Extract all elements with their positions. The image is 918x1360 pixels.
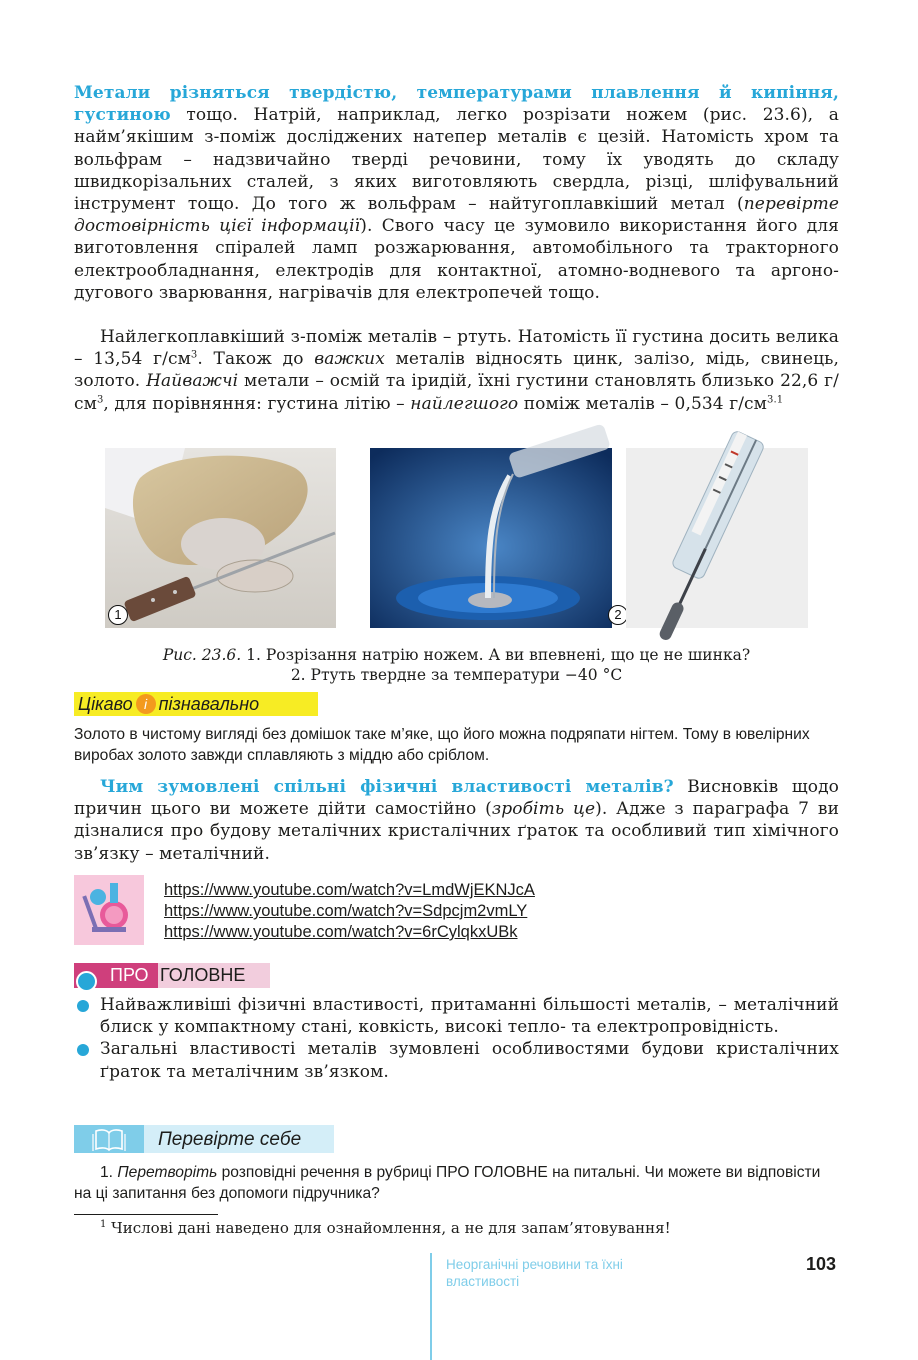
photo-thermometer: [626, 448, 808, 628]
book-icon: [74, 1125, 144, 1153]
interesting-facts-text: Золото в чистому вигляді без домішок таке м’яке, що його можна подряпати нігтем. Тому в ювелірних виробах золото завжди сплавляють з міддю або сріблом.: [74, 726, 810, 764]
photo-label-1: 1: [108, 605, 128, 625]
interesting-facts-heading: Цікаво і пізнавально: [74, 692, 318, 716]
summary-item: Загальні властивості металів зумовлені особливостями будови кристалічних ґраток та металічним зв’язком.: [74, 1038, 839, 1082]
video-link-2[interactable]: https://www.youtube.com/watch?v=Sdpcjm2vmLY: [164, 902, 528, 920]
photo-mercury-pouring: [370, 448, 622, 628]
lab-flask-icon: [74, 875, 144, 945]
paragraph-common-properties: Чим зумовлені спільні фізичні властивості металів? Висновків щодо причин цього ви можете дійти самостійно (зробіть це). Адже з параграфа 7 ви дізналися про будову металічних кристалічних ґраток та особливий тип хімічного зв’язку – металічний.: [74, 777, 839, 864]
footnote-rule: [74, 1214, 218, 1215]
footnote: $^1$ Числові дані наведено для ознайомлення, а не для запам’ятовування!: [100, 1219, 671, 1237]
figure-caption: Рис. 23.6. 1. Розрізання натрію ножем. А ви впевнені, що це не шинка? 2. Ртуть твердне за температури −40 °C: [162, 646, 751, 684]
video-link-3[interactable]: https://www.youtube.com/watch?v=6rCylqkxUBk: [164, 923, 518, 941]
footnote-ref: 3: [766, 393, 774, 405]
summary-list: [74, 994, 839, 1083]
self-check-heading: Перевірте себе: [74, 1125, 334, 1153]
bullet-dot-icon: [77, 1044, 89, 1056]
highlighted-question: Чим зумовлені спільні фізичні властивості металів?: [100, 777, 674, 797]
paragraph-metals-hardness: Метали різняться твердістю, температурами плавлення й кипіння, густиною тощо. Натрій, наприклад, легко розрізати ножем (рис. 23.6), а найм’якішим з-поміж досліджених натепер металів є цезій. Натомість хром та вольфрам – надзвичайно тверді речовини, тому їх уводять до складу швидкорізальних сталей, з яких виготовляють свердла, різці, шліфувальний інструмент тощо. До того ж вольфрам – найтугоплавкіший метал (перевірте достовірність цієї інформації). Свого часу це зумовило використання його для виготовлення спіралей ламп розжарювання, автомобільного та тракторного електрообладнання, електродів для контактної, атомно-водневого та аргоно-дугового зварювання, нагрівачів для електропечей тощо.: [74, 83, 839, 303]
self-check-question: 1. Перетворіть розповідні речення в рубриці ПРО ГОЛОВНЕ на питальні. Чи можете ви відповісти на ці запитання без допомоги підручника?: [74, 1164, 821, 1202]
photo-label-2: 2: [608, 605, 628, 625]
photo-sodium-cutting: [105, 448, 336, 628]
bullet-dot-icon: [77, 1000, 89, 1012]
video-links: [164, 880, 535, 943]
video-link-1[interactable]: https://www.youtube.com/watch?v=LmdWjEKNJcA: [164, 881, 535, 899]
summary-item: Найважливіші фізичні властивості, притаманні більшості металів, – металічний блиск у компактному стані, ковкість, високі тепло- та електропровідність.: [74, 994, 839, 1038]
paragraph-mercury-density: Найлегкоплавкіший з-поміж металів – ртуть. Натомість її густина досить велика – 13,54 $г/см^3$. Також до важких металів відносять цинк, залізо, мідь, свинець, золото. Найважчі метали – осмій та іридій, їхні густини становлять близько 22,6 $г/см^3$, для порівняння: густина літію – найлегшого поміж металів – 0,534 $г/см^{3.1}$: [74, 327, 839, 414]
running-head: Неорганічні речовини та їхні властивості: [446, 1257, 623, 1289]
footer-divider: [430, 1253, 432, 1360]
summary-dot-icon: [76, 971, 97, 992]
summary-heading: ПРО ГОЛОВНЕ: [74, 963, 270, 988]
highlighted-statement: Метали різняться твердістю, температурами плавлення й кипіння, густиною: [74, 83, 839, 126]
info-circle-icon: і: [136, 694, 156, 714]
page-number: 103: [806, 1254, 837, 1274]
